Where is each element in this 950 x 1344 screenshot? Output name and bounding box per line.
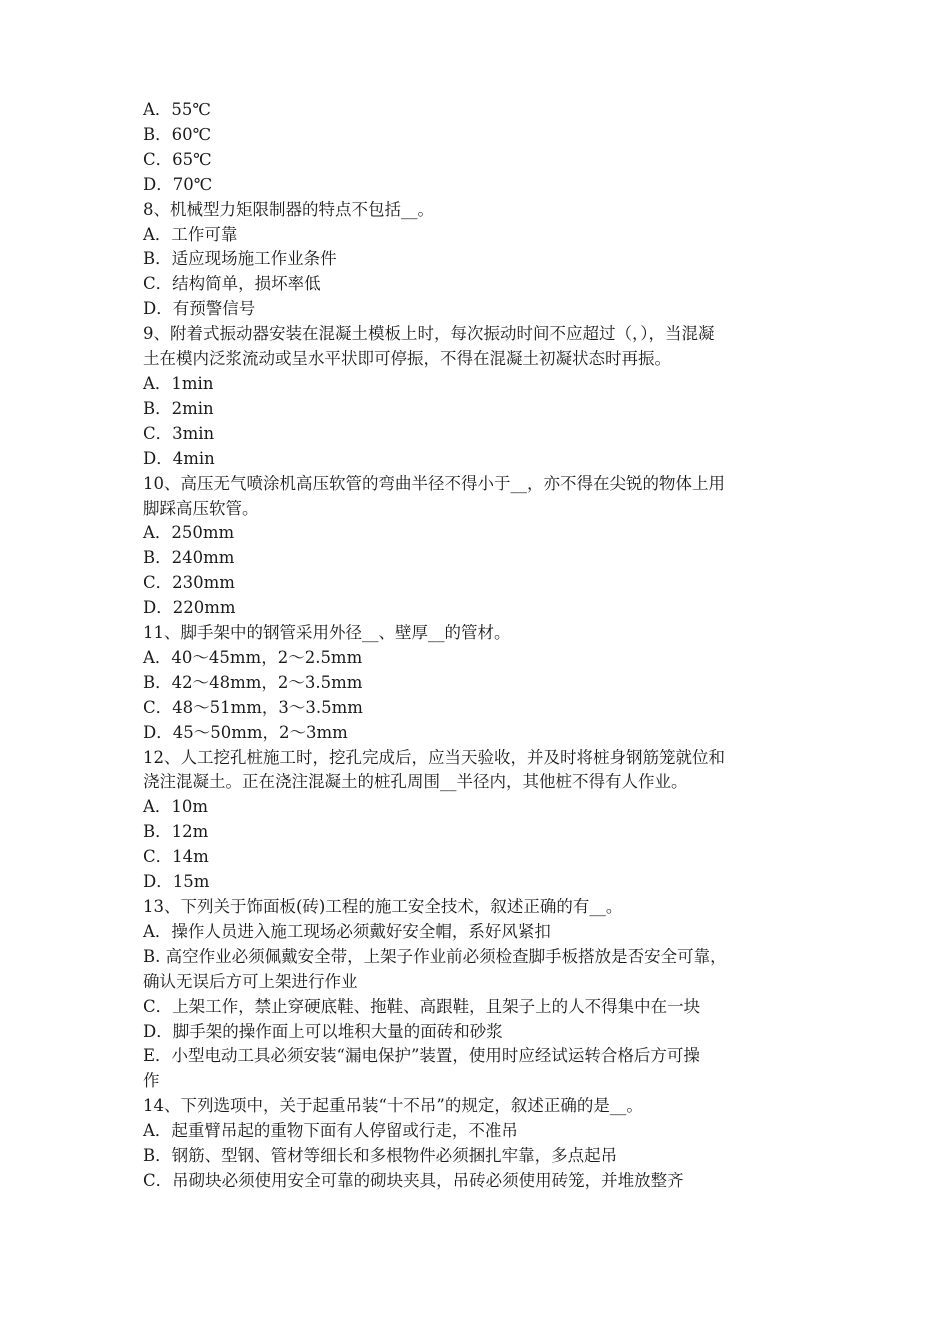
answer-option (143, 596, 823, 621)
option-text: A．40～45mm，2～2.5mm (143, 647, 363, 667)
answer-option (143, 372, 823, 397)
option-text: D．4min (143, 448, 215, 468)
answer-option (143, 845, 823, 870)
option-text: B．240mm (143, 548, 235, 568)
question-stem (143, 322, 823, 372)
question-text-line: 土在模内泛浆流动或呈水平状即可停振，不得在混凝土初凝状态时再振。 (143, 349, 671, 369)
option-text: C．吊砌块必须使用安全可靠的砌块夹具，吊砖必须使用砖笼，并堆放整齐 (143, 1170, 684, 1190)
option-text: A．55℃ (143, 100, 211, 119)
answer-option (143, 671, 823, 696)
answer-option (143, 272, 823, 297)
answer-option (143, 98, 823, 123)
answer-option (143, 646, 823, 671)
question-text-line: 12、人工挖孔桩施工时，挖孔完成后，应当天验收，并及时将桩身钢筋笼就位和 (143, 747, 725, 767)
option-text: D．脚手架的操作面上可以堆积大量的面砖和砂浆 (143, 1021, 503, 1041)
answer-option (143, 397, 823, 422)
answer-option (143, 1119, 823, 1144)
answer-option (143, 1144, 823, 1169)
question-stem (143, 472, 823, 522)
question-text-line: 10、高压无气喷涂机高压软管的弯曲半径不得小于__，亦不得在尖锐的物体上用 (143, 473, 725, 493)
option-text-line: 确认无误后方可上架进行作业 (143, 971, 358, 991)
option-text: D．15m (143, 872, 210, 892)
option-text: A．1min (143, 373, 214, 393)
question-text-line: 14、下列选项中，关于起重吊装“十不吊”的规定，叙述正确的是__。 (143, 1096, 643, 1116)
answer-option (143, 945, 823, 995)
option-text: C．结构简单，损坏率低 (143, 274, 321, 294)
option-text: C．230mm (143, 573, 235, 593)
option-text: C．14m (143, 847, 209, 867)
answer-option (143, 546, 823, 571)
question-text-line: 8、机械型力矩限制器的特点不包括__。 (143, 199, 434, 219)
question-text-line: 11、脚手架中的钢管采用外径__、壁厚__的管材。 (143, 623, 511, 643)
option-text: C．上架工作，禁止穿硬底鞋、拖鞋、高跟鞋，且架子上的人不得集中在一块 (143, 996, 701, 1016)
answer-option (143, 1020, 823, 1045)
option-text-line: E．小型电动工具必须安装“漏电保护”装置，使用时应经试运转合格后方可操 (143, 1046, 700, 1066)
answer-option (143, 696, 823, 721)
option-text: D．有预警信号 (143, 299, 256, 319)
answer-option (143, 521, 823, 546)
answer-option (143, 123, 823, 148)
option-text: D．70℃ (143, 174, 213, 194)
answer-option (143, 920, 823, 945)
answer-option (143, 422, 823, 447)
option-text: B．60℃ (143, 124, 212, 144)
question-stem (143, 621, 823, 646)
option-text: A．10m (143, 797, 209, 817)
answer-option (143, 1044, 823, 1094)
option-text: D．220mm (143, 598, 236, 618)
answer-option (143, 447, 823, 472)
question-text-line: 脚踩高压软管。 (143, 498, 259, 518)
option-text: B．钢筋、型钢、管材等细长和多根物件必须捆扎牢靠，多点起吊 (143, 1146, 618, 1166)
option-text: B．12m (143, 822, 209, 842)
option-text: C．3min (143, 423, 215, 443)
question-stem (143, 895, 823, 920)
option-text: B．2min (143, 398, 214, 418)
exam-question-list (143, 98, 823, 1194)
answer-option (143, 571, 823, 596)
answer-option (143, 223, 823, 248)
question-stem (143, 198, 823, 223)
option-text: A．250mm (143, 523, 235, 543)
answer-option (143, 297, 823, 322)
option-text: B．42～48mm，2～3.5mm (143, 672, 363, 692)
option-text-line: 作 (143, 1071, 160, 1091)
answer-option (143, 795, 823, 820)
question-text-line: 13、下列关于饰面板(砖)工程的施工安全技术，叙述正确的有__。 (143, 897, 623, 916)
option-text: A．起重臂吊起的重物下面有人停留或行走，不准吊 (143, 1121, 518, 1141)
option-text: C．48～51mm，3～3.5mm (143, 697, 363, 717)
answer-option (143, 1169, 823, 1194)
answer-option (143, 148, 823, 173)
answer-option (143, 820, 823, 845)
option-text: A．工作可靠 (143, 224, 238, 244)
option-text: D．45～50mm，2～3mm (143, 722, 348, 742)
answer-option (143, 721, 823, 746)
answer-option (143, 995, 823, 1020)
answer-option (143, 247, 823, 272)
question-text-line: 9、附着式振动器安装在混凝土模板上时，每次振动时间不应超过（，），当混凝 (143, 324, 715, 344)
option-text: C．65℃ (143, 149, 212, 169)
question-stem (143, 746, 823, 796)
question-text-line: 浇注混凝土。正在浇注混凝土的桩孔周围__半径内，其他桩不得有人作业。 (143, 772, 688, 792)
option-text-line: B. 高空作业必须佩戴安全带，上架子作业前必须检查脚手板搭放是否安全可靠， (143, 946, 727, 966)
question-stem (143, 1094, 823, 1119)
option-text: B．适应现场施工作业条件 (143, 249, 337, 269)
answer-option (143, 173, 823, 198)
answer-option (143, 870, 823, 895)
option-text: A．操作人员进入施工现场必须戴好安全帽，系好风紧扣 (143, 921, 551, 941)
